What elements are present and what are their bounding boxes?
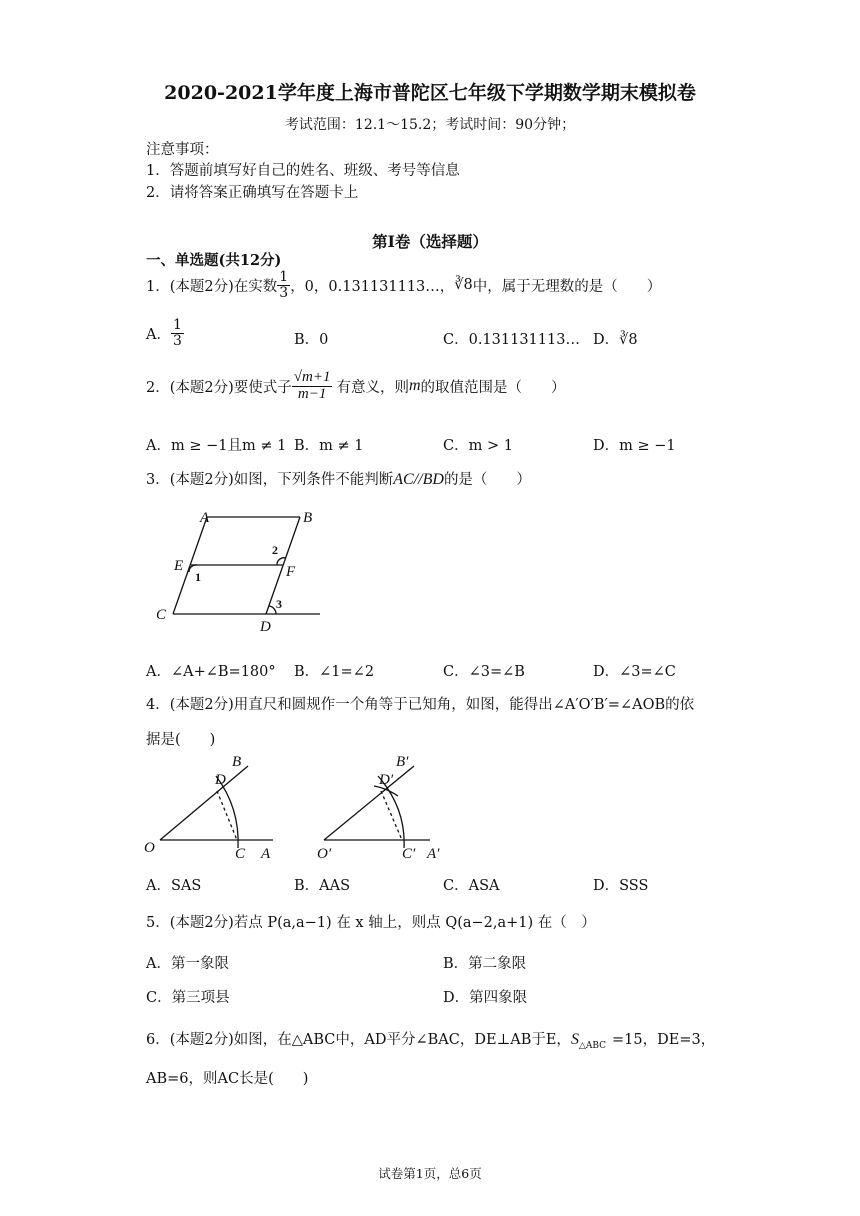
q2-option-c: C．m > 1 (443, 438, 513, 454)
q6-line1-b: =15，DE=3， (612, 1032, 716, 1048)
q1-opt-d-value: ∛8 (619, 332, 638, 348)
question-5-stem: 5．(本题2分)若点 P(a,a−1) 在 x 轴上，则点 Q(a−2,a+1) 在（ ） (146, 915, 596, 931)
label-d: D (215, 772, 226, 788)
q2-option-b: B．m ≠ 1 (294, 438, 364, 454)
q2-suffix-b: 的取值范围是（ ） (420, 379, 566, 396)
angle-3-arc (269, 606, 276, 614)
q5-option-c: C．第三项县 (146, 990, 230, 1006)
q1-middle: ，0，0.131131113…， (290, 278, 455, 295)
q1-frac-den: 3 (279, 284, 289, 301)
q3-stem-rel: AC//BD (393, 471, 444, 488)
q1-opt-a-den: 3 (172, 332, 182, 349)
label-d: D (260, 619, 271, 635)
section-title: 第I卷（选择题） (372, 232, 488, 251)
q1-option-d (593, 328, 638, 349)
label-c: C (156, 607, 167, 623)
q4-option-d: D．SSS (593, 878, 649, 894)
q2-fraction (292, 370, 333, 403)
ray-ob (160, 766, 248, 840)
q2-den: m−1 (297, 385, 327, 402)
q3-stem-b: 的是（ ） (443, 472, 531, 488)
q5-option-a: A．第一象限 (146, 956, 229, 972)
q6-area-symbol: S (570, 1031, 579, 1048)
label-angle-1: 1 (195, 570, 201, 584)
label-c: C (235, 846, 246, 862)
part-heading: 一、单选题(共12分) (146, 252, 282, 269)
notice-heading: 注意事项： (146, 142, 219, 158)
label-d-prime: D′ (379, 772, 394, 788)
q2-var: m (408, 377, 421, 395)
q1-fraction (277, 270, 290, 300)
q1-option-b: B．0 (294, 332, 329, 348)
q2-suffix-a: 有意义，则 (336, 379, 409, 396)
label-a: A (200, 510, 210, 526)
label-angle-2: 2 (272, 543, 278, 557)
q3-option-c: C．∠3=∠B (443, 664, 525, 680)
q5-option-d: D．第四象限 (443, 990, 528, 1006)
label-b: B (232, 754, 242, 770)
label-e: E (174, 558, 184, 574)
q1-root: ∛8 (454, 277, 473, 294)
q3-figure (146, 500, 336, 640)
label-c-prime: C′ (402, 846, 416, 862)
q4-figure (140, 752, 460, 864)
label-f: F (286, 564, 296, 580)
q4-option-a: A．SAS (146, 878, 202, 894)
question-3-stem (146, 468, 531, 489)
segment-cd (217, 791, 237, 840)
q2-option-d: D．m ≥ −1 (593, 438, 676, 454)
label-a: A (261, 846, 271, 862)
q6-line1-a: 6．(本题2分)如图，在△ABC中，AD平分∠BAC，DE⊥AB于E， (146, 1032, 571, 1048)
notice-item-1: 1．答题前填写好自己的姓名、班级、考号等信息 (146, 163, 460, 179)
q1-opt-d-label: D． (593, 332, 620, 348)
exam-info: 考试范围：12.1～15.2；考试时间：90分钟； (284, 117, 576, 133)
q1-suffix: 中，属于无理数的是（ ） (472, 278, 662, 295)
label-b-prime: B′ (396, 754, 409, 770)
q3-option-b: B．∠1=∠2 (294, 664, 375, 680)
q1-prefix: 1．(本题2分)在实数 (146, 278, 278, 295)
segment-c2d2 (381, 791, 402, 840)
label-o-prime: O′ (317, 846, 332, 862)
q3-option-d: D．∠3=∠C (593, 664, 676, 680)
q1-option-c: C．0.131131113… (443, 332, 580, 348)
question-4-line-1: 4．(本题2分)用直尺和圆规作一个角等于已知角，如图，能得出∠A′O′B′=∠AOB的依 (146, 697, 695, 713)
question-2-stem (146, 370, 566, 403)
q1-frac-num: 1 (279, 269, 289, 285)
page-footer: 试卷第1页，总6页 (378, 1166, 482, 1181)
q5-option-b: B．第二象限 (443, 956, 527, 972)
q3-stem-a: 3．(本题2分)如图，下列条件不能判断 (146, 472, 394, 488)
q1-opt-a-fraction (171, 318, 184, 348)
label-a-prime: A′ (427, 846, 440, 862)
q2-num: √m+1 (293, 369, 331, 385)
ray-o2b2 (324, 766, 414, 840)
question-6-line-1 (146, 1028, 715, 1051)
q1-opt-a-num: 1 (172, 317, 182, 333)
q1-opt-a-label: A． (146, 326, 171, 343)
label-b: B (303, 510, 313, 526)
question-1-stem (146, 270, 661, 300)
question-6-line-2: AB=6，则AC长是( ) (146, 1071, 309, 1087)
label-angle-3: 3 (276, 597, 282, 611)
q3-option-a: A．∠A+∠B=180° (146, 664, 276, 680)
q2-prefix: 2．(本题2分)要使式子 (146, 379, 292, 396)
label-o: O (144, 840, 155, 856)
q4-option-b: B．AAS (294, 878, 351, 894)
q6-area-subscript: △ABC (578, 1041, 607, 1051)
q1-option-a (146, 318, 184, 348)
q4-option-c: C．ASA (443, 878, 500, 894)
notice-item-2: 2．请将答案正确填写在答题卡上 (146, 185, 359, 201)
q2-option-a: A．m ≥ −1且m ≠ 1 (146, 438, 287, 454)
page-title: 2020-2021学年度上海市普陀区七年级下学期数学期末模拟卷 (164, 82, 696, 104)
question-4-line-2: 据是( ) (146, 732, 216, 748)
